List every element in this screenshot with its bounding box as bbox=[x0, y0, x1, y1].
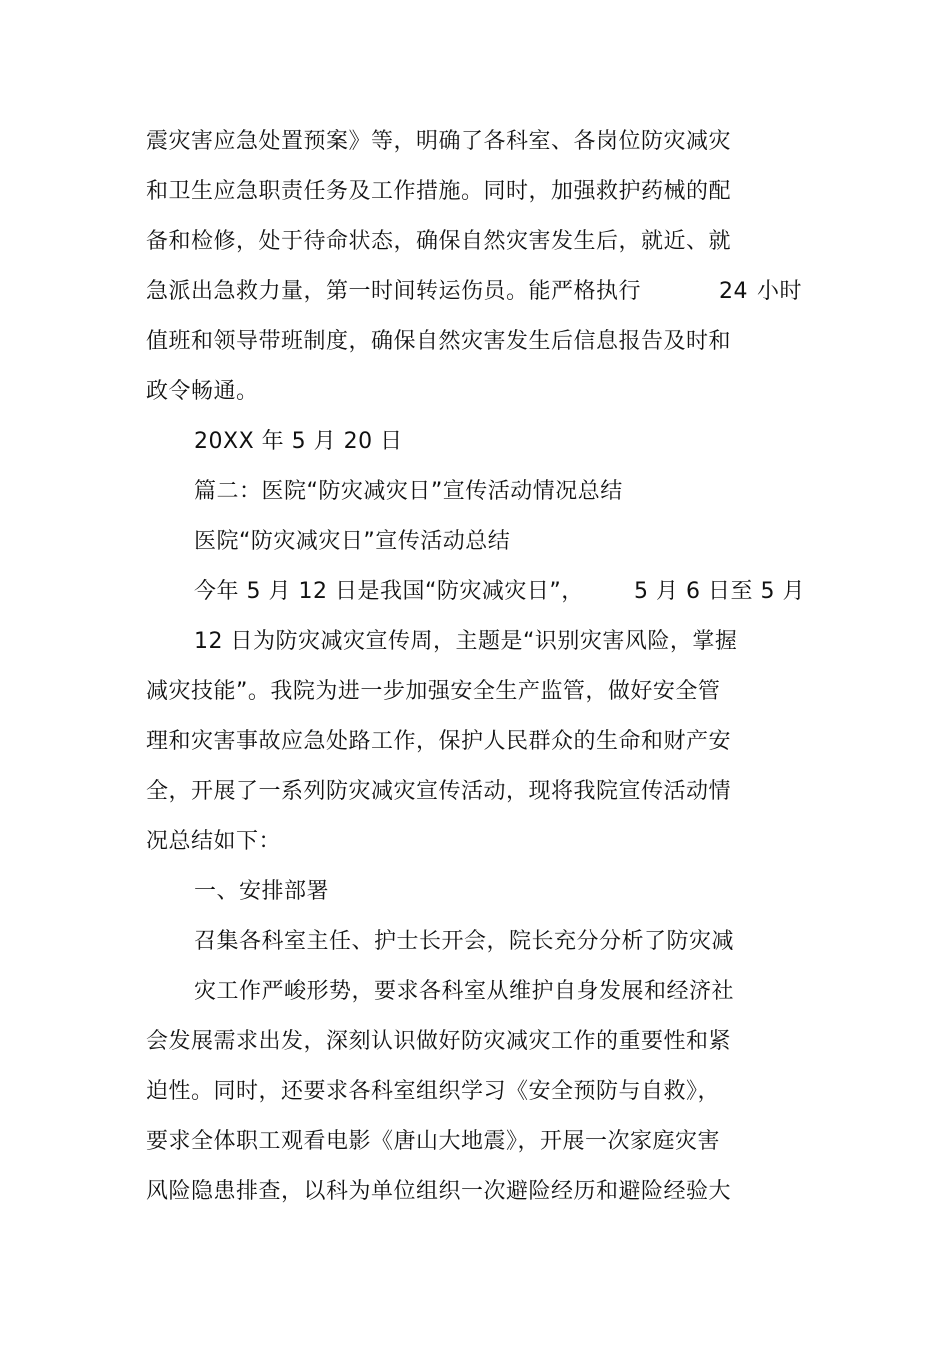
paragraph-line: 政令畅通。 bbox=[146, 379, 259, 404]
paragraph-line: 值班和领导带班制度，确保自然灾害发生后信息报告及时和 bbox=[146, 329, 732, 354]
paragraph-line: 急派出急救力量，第一时间转运伤员。能严格执行 bbox=[146, 279, 642, 304]
paragraph-line: 风险隐患排查，以科为单位组织一次避险经历和避险经验大 bbox=[146, 1179, 732, 1204]
paragraph-line: 震灾害应急处置预案》等，明确了各科室、各岗位防灾减灾 bbox=[146, 129, 732, 154]
subsection-heading: 一、安排部署 bbox=[194, 879, 330, 904]
paragraph-line: 灾工作严峻形势，要求各科室从维护自身发展和经济社 bbox=[194, 979, 735, 1004]
paragraph-line: 要求全体职工观看电影《唐山大地震》，开展一次家庭灾害 bbox=[146, 1129, 721, 1154]
paragraph-line: 和卫生应急职责任务及工作措施。同时，加强救护药械的配 bbox=[146, 179, 732, 204]
paragraph-line: 况总结如下： bbox=[146, 829, 282, 854]
paragraph-line: 会发展需求出发，深刻认识做好防灾减灾工作的重要性和紧 bbox=[146, 1029, 732, 1054]
paragraph-line: 召集各科室主任、护士长开会，院长充分分析了防灾减 bbox=[194, 929, 735, 954]
paragraph-line: 迫性。同时，还要求各科室组织学习《安全预防与自救》， bbox=[146, 1079, 721, 1104]
paragraph-line: 理和灾害事故应急处路工作，保护人民群众的生命和财产安 bbox=[146, 729, 732, 754]
document-title: 医院“防灾减灾日”宣传活动总结 bbox=[194, 529, 511, 554]
section-heading: 篇二：医院“防灾减灾日”宣传活动情况总结 bbox=[194, 479, 623, 504]
date-line: 20XX 年 5 月 20 日 bbox=[194, 429, 403, 454]
paragraph-line: 全，开展了一系列防灾减灾宣传活动，现将我院宣传活动情 bbox=[146, 779, 732, 804]
paragraph-line-unit: 小时 bbox=[757, 279, 803, 304]
paragraph-line: 12 日为防灾减灾宣传周，主题是“识别灾害风险，掌握 bbox=[194, 629, 738, 654]
paragraph-line: 减灾技能”。我院为进一步加强安全生产监管，做好安全管 bbox=[146, 679, 721, 704]
paragraph-line: 备和检修，处于待命状态，确保自然灾害发生后，就近、就 bbox=[146, 229, 732, 254]
paragraph-line: 今年 5 月 12 日是我国“防灾减灾日”， bbox=[194, 579, 584, 604]
paragraph-line-number: 24 bbox=[719, 279, 748, 304]
paragraph-line-date-range: 5 月 6 日至 5 月 bbox=[634, 579, 805, 604]
